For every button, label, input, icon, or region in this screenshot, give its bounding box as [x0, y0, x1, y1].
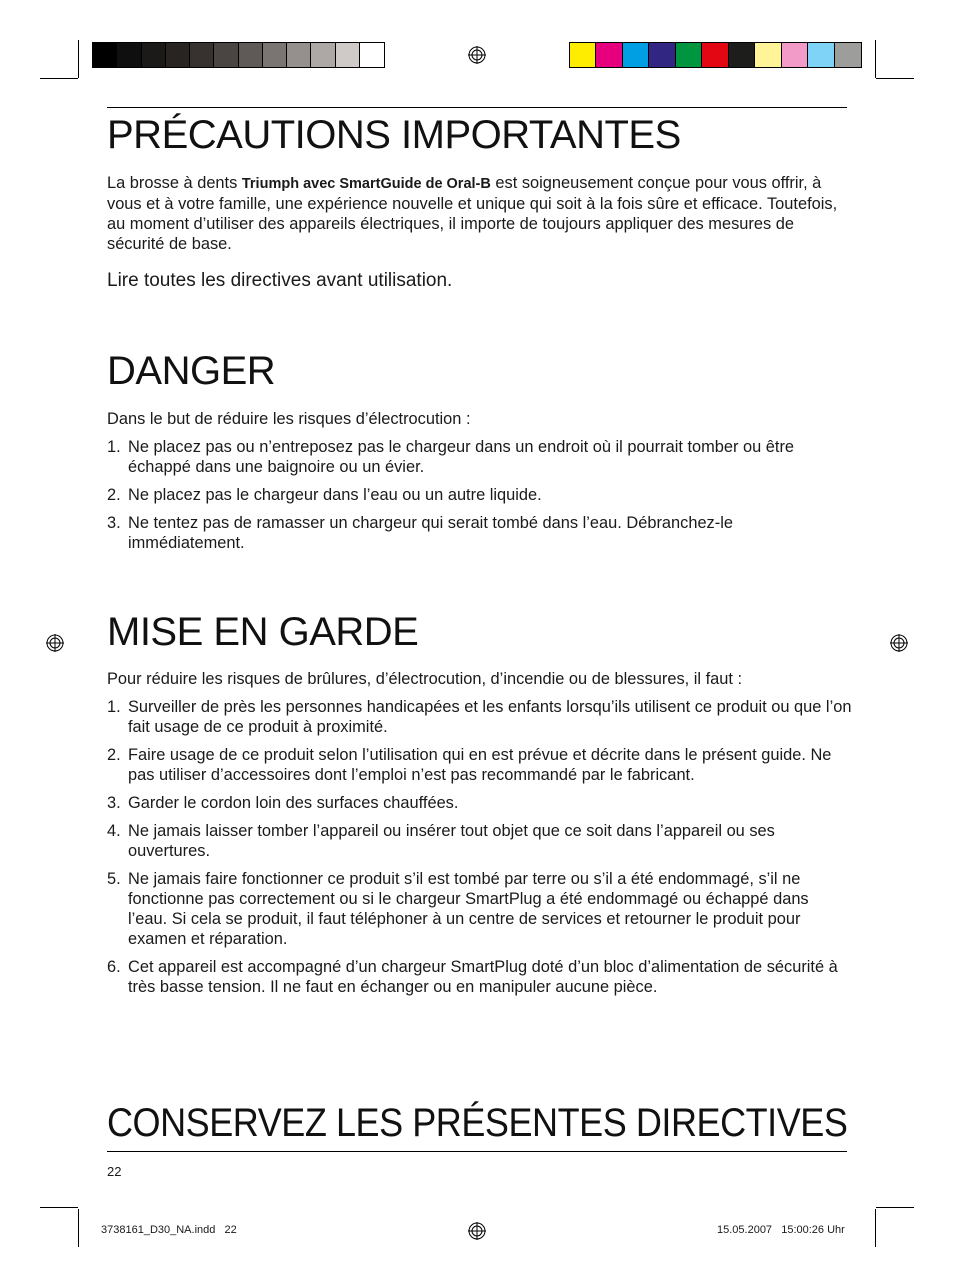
list-item — [107, 485, 852, 505]
color-swatch — [360, 43, 384, 67]
color-swatch — [190, 43, 214, 67]
color-swatch — [336, 43, 360, 67]
warning-lead: Pour réduire les risques de brûlures, d’électrocution, d’incendie ou de blessures, il faut : — [107, 670, 743, 688]
color-swatch — [623, 43, 649, 67]
crop-mark — [876, 78, 914, 79]
list-item-number: 2. — [107, 486, 121, 504]
color-swatch — [239, 43, 263, 67]
slug-timestamp: 15.05.2007 15:00:26 Uhr — [717, 1224, 845, 1236]
color-swatch — [782, 43, 808, 67]
color-swatch — [570, 43, 596, 67]
list-item-number: 1. — [107, 438, 121, 456]
danger-list — [107, 437, 852, 561]
color-swatch — [214, 43, 238, 67]
crop-mark — [78, 40, 79, 78]
registration-mark-icon — [468, 46, 486, 64]
color-swatch — [649, 43, 675, 67]
intro-paragraph: La brosse à dents Triumph avec SmartGuide de Oral-B est soigneusement conçue pour vous offrir, à vous et à votre famille, une expérience nouvelle et unique qui soit à la fois sûre et efficace. Toutefois, au moment d’utiliser des appareils électriques, il importe de toujours appliquer des mesures de sécurité de base. — [107, 174, 838, 253]
crop-mark — [78, 1209, 79, 1247]
color-swatch — [311, 43, 335, 67]
color-swatch — [676, 43, 702, 67]
header-rule — [107, 107, 847, 108]
list-item — [107, 793, 852, 813]
color-swatch — [729, 43, 755, 67]
list-item — [107, 437, 852, 477]
section-title-precautions: PRÉCAUTIONS IMPORTANTES — [107, 113, 681, 157]
list-item-number: 1. — [107, 698, 121, 716]
list-item-number: 3. — [107, 514, 121, 532]
color-swatch — [142, 43, 166, 67]
color-swatch — [263, 43, 287, 67]
list-item — [107, 513, 852, 553]
list-item-number: 3. — [107, 794, 121, 812]
list-item-text: Surveiller de près les personnes handicapées et les enfants lorsqu’ils utilisent ce produit ou que l’on fait usage de ce produit à proximité. — [128, 698, 852, 736]
crop-mark — [875, 40, 876, 78]
crop-mark — [40, 1207, 78, 1208]
color-swatch — [702, 43, 728, 67]
slug-file-name: 3738161_D30_NA.indd 22 — [101, 1224, 237, 1236]
list-item — [107, 821, 852, 861]
color-swatch — [117, 43, 141, 67]
page-number: 22 — [107, 1164, 122, 1179]
crop-mark — [40, 78, 78, 79]
read-all-notice: Lire toutes les directives avant utilisation. — [107, 270, 453, 291]
registration-mark-icon — [46, 634, 64, 652]
list-item-text: Ne tentez pas de ramasser un chargeur qui serait tombé dans l’eau. Débranchez-le immédiatement. — [128, 514, 733, 552]
color-swatch — [166, 43, 190, 67]
color-swatch — [93, 43, 117, 67]
list-item-text: Garder le cordon loin des surfaces chauffées. — [128, 794, 459, 812]
footer-rule — [107, 1151, 847, 1152]
product-name: Triumph avec SmartGuide de Oral-B — [241, 176, 491, 192]
color-swatch — [835, 43, 861, 67]
color-swatch — [808, 43, 834, 67]
section-title-danger: DANGER — [107, 349, 276, 393]
registration-mark-icon — [468, 1222, 486, 1240]
crop-mark — [876, 1207, 914, 1208]
list-item — [107, 957, 852, 997]
color-swatch — [596, 43, 622, 67]
section-title-keep-instructions: CONSERVEZ LES PRÉSENTES DIRECTIVES — [107, 1101, 848, 1145]
grayscale-color-bar — [92, 42, 385, 68]
list-item-text: Ne placez pas le chargeur dans l’eau ou un autre liquide. — [128, 486, 542, 504]
list-item-number: 6. — [107, 958, 121, 976]
list-item-text: Ne jamais laisser tomber l’appareil ou insérer tout objet que ce soit dans l’appareil ou ses ouvertures. — [128, 822, 775, 860]
list-item-text: Cet appareil est accompagné d’un chargeur SmartPlug doté d’un bloc d’alimentation de sécurité à très basse tension. Il ne faut en échanger ou en manipuler aucune pièce. — [128, 958, 838, 996]
list-item-number: 2. — [107, 746, 121, 764]
warning-list — [107, 697, 852, 1005]
crop-mark — [875, 1209, 876, 1247]
registration-mark-icon — [890, 634, 908, 652]
list-item-number: 5. — [107, 870, 121, 888]
list-item — [107, 697, 852, 737]
list-item — [107, 869, 852, 949]
list-item-text: Ne placez pas ou n’entreposez pas le chargeur dans un endroit où il pourrait tomber ou être échappé dans une baignoire ou un évier. — [128, 438, 795, 476]
danger-lead: Dans le but de réduire les risques d’électrocution : — [107, 410, 471, 428]
list-item-text: Ne jamais faire fonctionner ce produit s’il est tombé par terre ou s’il a été endommagé, s’il ne fonctionne pas correctement ou si le chargeur SmartPlug a été endommagé ou échappé dans l’eau. Si cela se produit, il faut téléphoner à un centre de services et retourner le produit pour examen et réparation. — [128, 870, 809, 948]
section-title-warning: MISE EN GARDE — [107, 610, 419, 654]
process-color-bar — [569, 42, 862, 68]
list-item — [107, 745, 852, 785]
list-item-text: Faire usage de ce produit selon l’utilisation qui en est prévue et décrite dans le présent guide. Ne pas utiliser d’accessoires dont l’emploi n’est pas recommandé par le fabricant. — [128, 746, 832, 784]
color-swatch — [287, 43, 311, 67]
list-item-number: 4. — [107, 822, 121, 840]
color-swatch — [755, 43, 781, 67]
